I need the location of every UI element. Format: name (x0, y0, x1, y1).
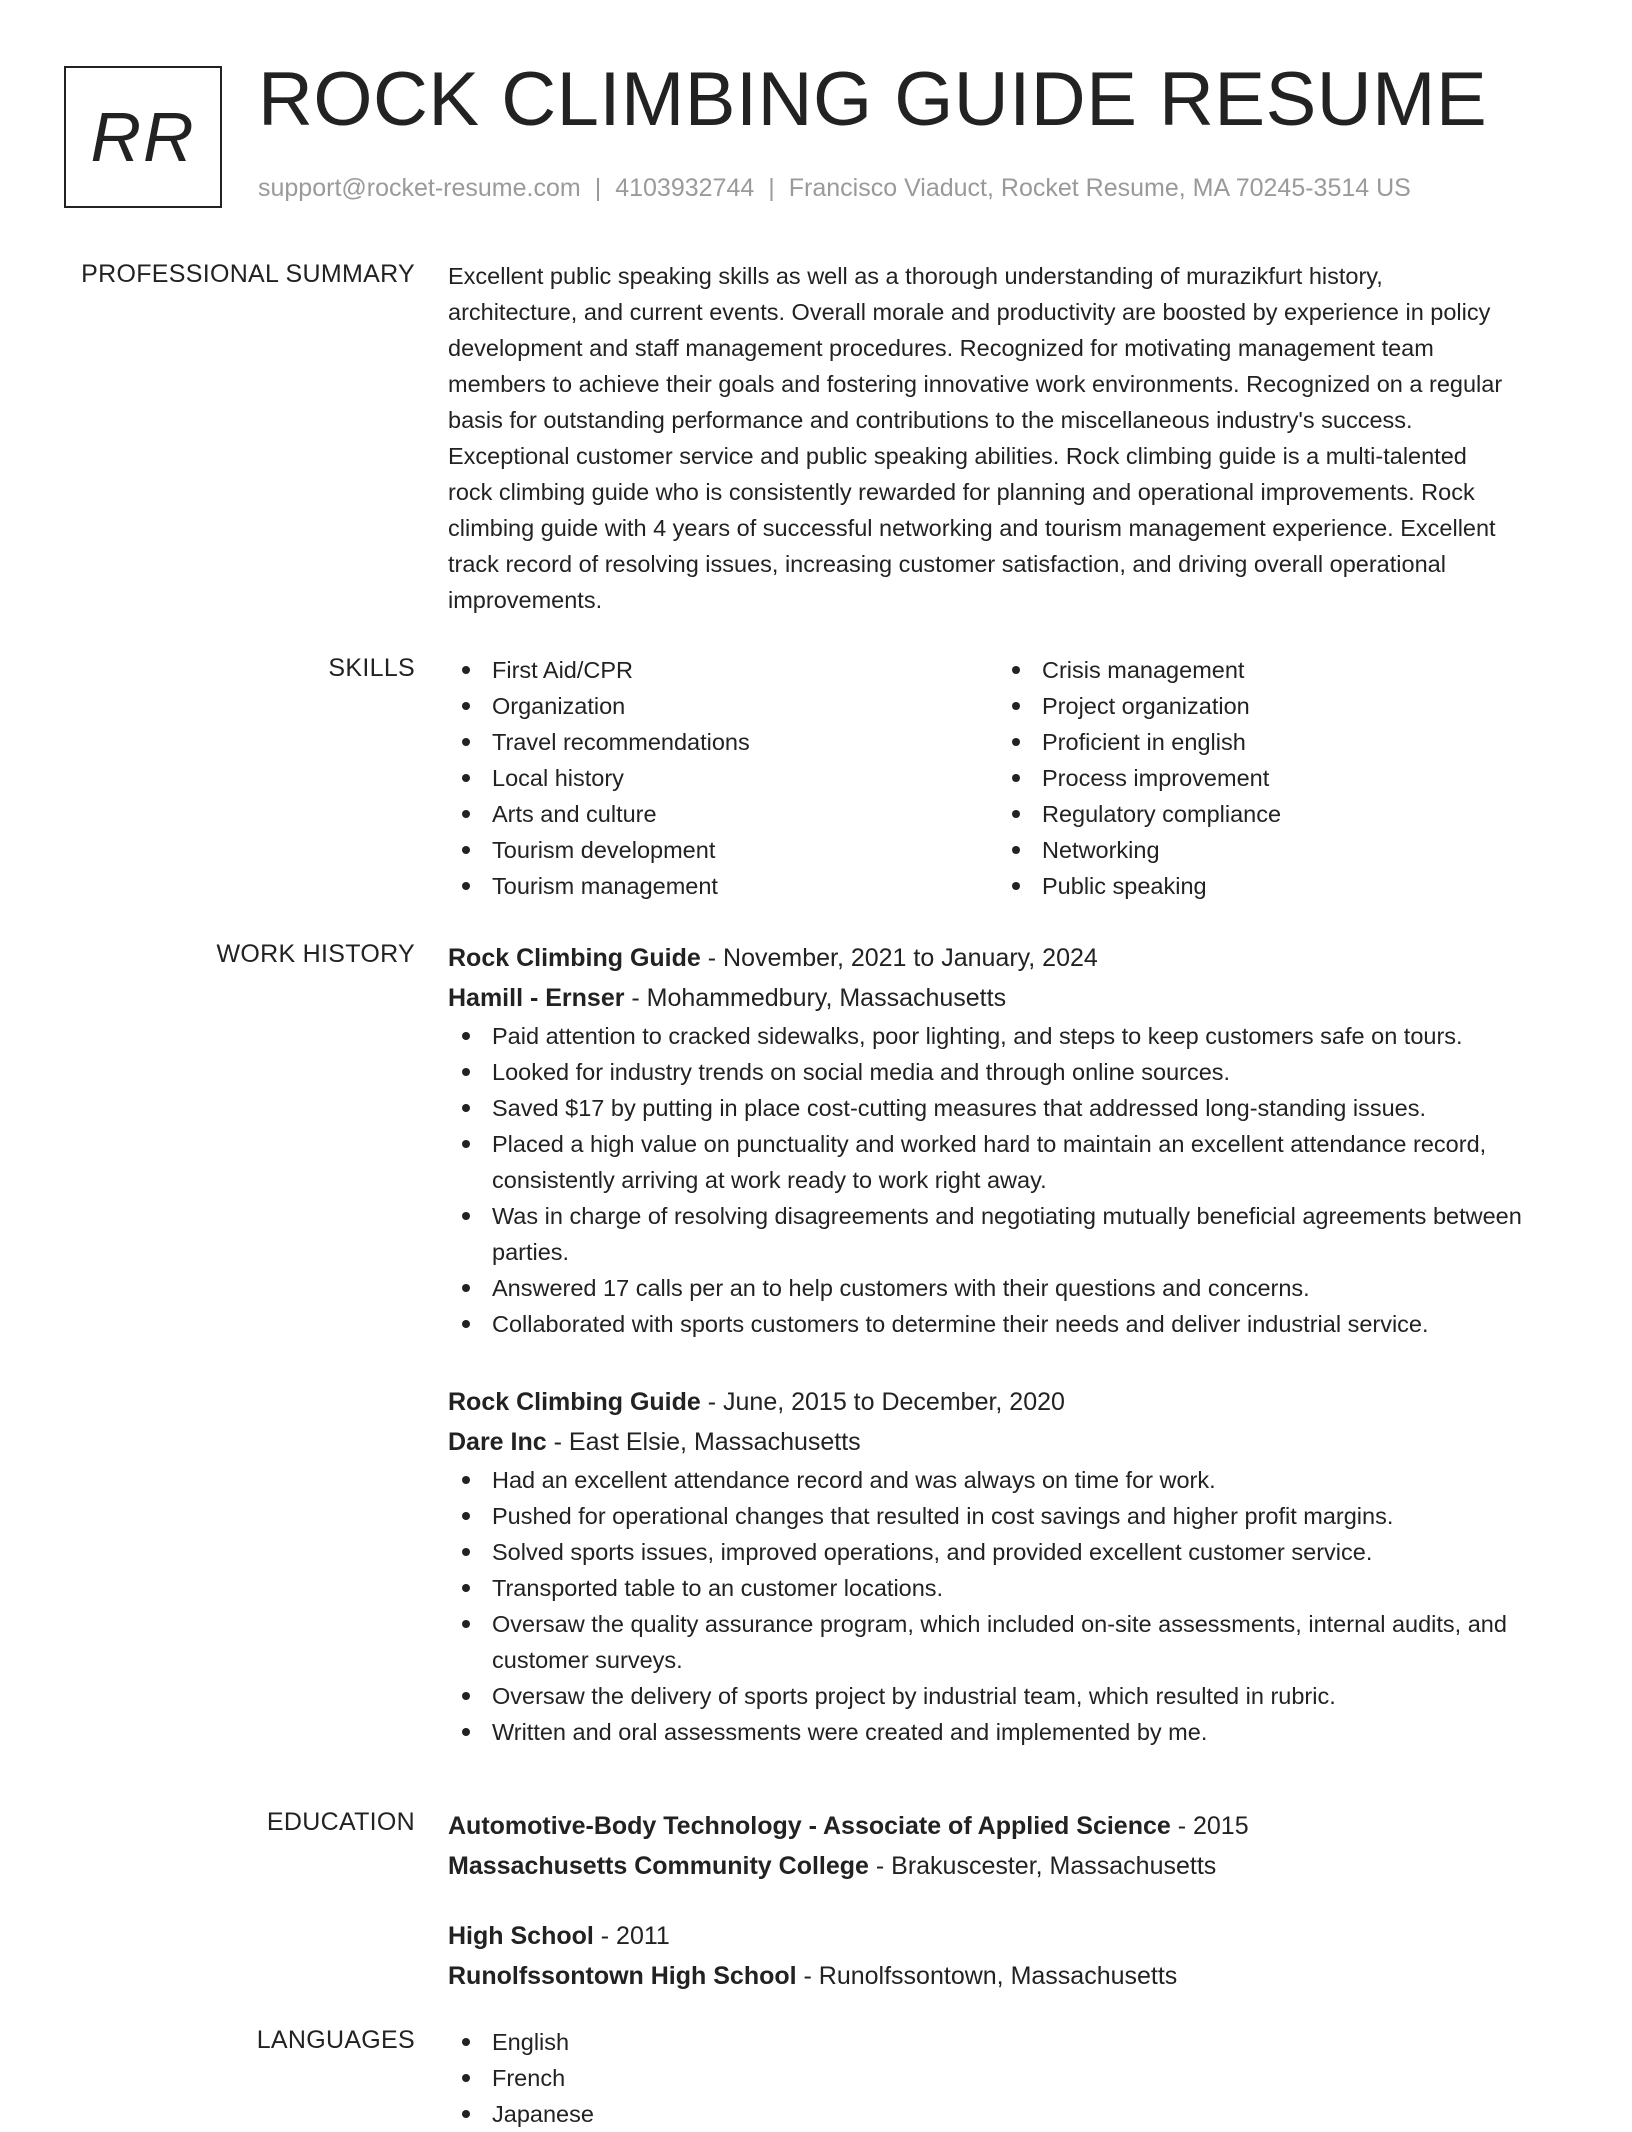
job-duty: Pushed for operational changes that resulted in cost savings and higher profit margins. (448, 1498, 1568, 1534)
summary-line: Exceptional customer service and public speaking abilities. Rock climbing guide is a multi-talented (448, 443, 1467, 469)
contact-email[interactable]: support@rocket-resume.com (258, 174, 581, 202)
skill-item: Crisis management (998, 652, 1548, 688)
skill-item: Tourism development (448, 832, 998, 868)
job-duties (448, 1018, 1568, 1342)
education-entry (448, 1806, 1568, 1886)
section-label-skills: SKILLS (328, 654, 415, 682)
degree-year: - 2015 (1170, 1812, 1249, 1840)
job-location: - East Elsie, Massachusetts (546, 1428, 861, 1456)
job-company: Dare Inc (448, 1428, 547, 1456)
school-name: Massachusetts Community College (448, 1852, 869, 1880)
job-duty: Collaborated with sports customers to determine their needs and deliver industrial service. (448, 1306, 1568, 1342)
job-title-line (448, 938, 1568, 978)
language-item: Japanese (448, 2096, 1568, 2132)
summary-line: architecture, and current events. Overall morale and productivity are boosted by experience in policy (448, 299, 1491, 325)
summary-line: improvements. (448, 587, 603, 613)
contact-separator: | (594, 174, 602, 202)
skill-item: First Aid/CPR (448, 652, 998, 688)
section-label-work: WORK HISTORY (216, 940, 415, 968)
summary-line: rock climbing guide who is consistently rewarded for planning and operational improvements. Rock (448, 479, 1475, 505)
languages-list (448, 2024, 1568, 2132)
job-duty: Oversaw the quality assurance program, which included on-site assessments, internal audits, and customer surveys. (448, 1606, 1568, 1678)
job-entry (448, 938, 1568, 1342)
summary-line: track record of resolving issues, increasing customer satisfaction, and driving overall operational (448, 551, 1446, 577)
contact-line (258, 174, 1411, 203)
school-location: - Brakuscester, Massachusetts (868, 1852, 1217, 1880)
summary-body (448, 258, 1568, 618)
school-location: - Runolfssontown, Massachusetts (796, 1962, 1178, 1990)
job-title-line (448, 1382, 1568, 1422)
summary-line: Excellent public speaking skills as well as a thorough understanding of murazikfurt history, (448, 263, 1383, 289)
contact-phone[interactable]: 4103932744 (615, 174, 755, 202)
skill-item: Organization (448, 688, 998, 724)
skill-item: Public speaking (998, 868, 1548, 904)
language-item: English (448, 2024, 1568, 2060)
job-company: Hamill - Ernser (448, 984, 625, 1012)
degree-line (448, 1806, 1568, 1846)
skill-item: Local history (448, 760, 998, 796)
summary-line: development and staff management procedures. Recognized for motivating management team (448, 335, 1434, 361)
monogram-logo: RR (64, 66, 222, 208)
language-item: French (448, 2060, 1568, 2096)
job-duty: Saved $17 by putting in place cost-cutting measures that addressed long-standing issues. (448, 1090, 1568, 1126)
education-body (448, 1806, 1568, 1996)
skill-item: Project organization (998, 688, 1548, 724)
degree-year: - 2011 (593, 1922, 670, 1950)
school-line (448, 1846, 1568, 1886)
job-duty: Answered 17 calls per an to help customers with their questions and concerns. (448, 1270, 1568, 1306)
skill-item: Networking (998, 832, 1548, 868)
contact-separator: | (768, 174, 775, 202)
skill-item: Process improvement (998, 760, 1548, 796)
job-duty: Had an excellent attendance record and was always on time for work. (448, 1462, 1568, 1498)
job-title: Rock Climbing Guide (448, 944, 701, 972)
school-line (448, 1956, 1568, 1996)
job-duty: Transported table to an customer locations. (448, 1570, 1568, 1606)
job-duty: Was in charge of resolving disagreements and negotiating mutually beneficial agreements between parties. (448, 1198, 1568, 1270)
job-duty: Paid attention to cracked sidewalks, poor lighting, and steps to keep customers safe on tours. (448, 1018, 1568, 1054)
summary-line: climbing guide with 4 years of successful networking and tourism management experience. Excellent (448, 515, 1496, 541)
degree-name: High School (448, 1922, 594, 1950)
work-body (448, 938, 1568, 1750)
job-dates: - June, 2015 to December, 2020 (700, 1388, 1065, 1416)
skill-item: Regulatory compliance (998, 796, 1548, 832)
contact-address: Francisco Viaduct, Rocket Resume, MA 70245-3514 US (788, 174, 1411, 202)
job-duty: Solved sports issues, improved operations, and provided excellent customer service. (448, 1534, 1568, 1570)
degree-name: Automotive-Body Technology - Associate of Applied Science (448, 1812, 1171, 1840)
summary-text (448, 258, 1568, 618)
summary-line: basis for outstanding performance and contributions to the miscellaneous industry's success. (448, 407, 1413, 433)
skills-body (448, 652, 1568, 904)
job-dates: - November, 2021 to January, 2024 (700, 944, 1098, 972)
skill-item: Arts and culture (448, 796, 998, 832)
section-label-education: EDUCATION (266, 1808, 415, 1836)
section-label-summary: PROFESSIONAL SUMMARY (81, 260, 415, 288)
job-company-line (448, 1422, 1568, 1462)
skills-list-right (998, 652, 1548, 904)
skill-item: Proficient in english (998, 724, 1548, 760)
resume-title: ROCK CLIMBING GUIDE RESUME (258, 57, 1488, 142)
job-duty: Oversaw the delivery of sports project by industrial team, which resulted in rubric. (448, 1678, 1568, 1714)
summary-line: members to achieve their goals and fostering innovative work environments. Recognized on a regular (448, 371, 1503, 397)
job-duty: Placed a high value on punctuality and worked hard to maintain an excellent attendance record, consistently arriving at work ready to work right away. (448, 1126, 1568, 1198)
skill-item: Tourism management (448, 868, 998, 904)
skill-item: Travel recommendations (448, 724, 998, 760)
degree-line (448, 1916, 1568, 1956)
section-label-languages: LANGUAGES (256, 2026, 415, 2054)
job-duty: Looked for industry trends on social media and through online sources. (448, 1054, 1568, 1090)
languages-body (448, 2024, 1568, 2132)
job-duty: Written and oral assessments were created and implemented by me. (448, 1714, 1568, 1750)
job-duties (448, 1462, 1568, 1750)
job-entry (448, 1382, 1568, 1750)
school-name: Runolfssontown High School (448, 1962, 797, 1990)
skills-list-left (448, 652, 998, 904)
education-entry (448, 1916, 1568, 1996)
job-location: - Mohammedbury, Massachusetts (624, 984, 1007, 1012)
job-title: Rock Climbing Guide (448, 1388, 701, 1416)
job-company-line (448, 978, 1568, 1018)
